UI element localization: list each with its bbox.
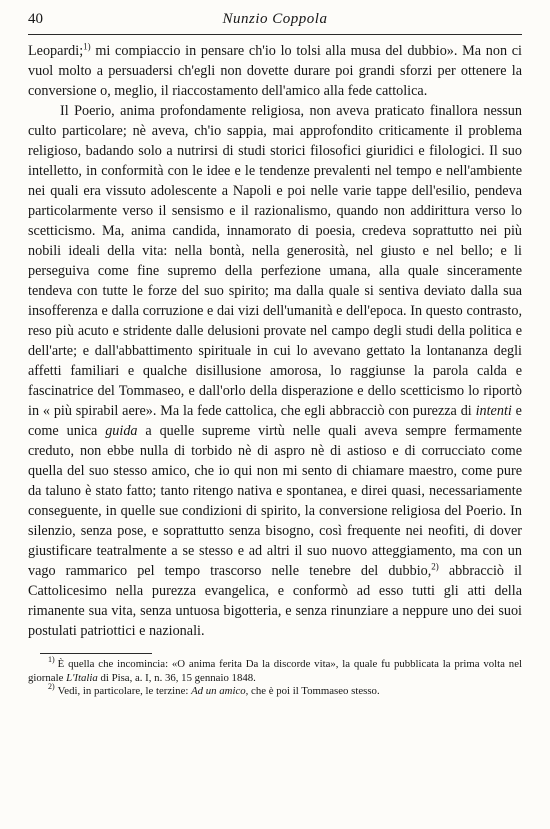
footnote-rule: [40, 653, 152, 654]
text-run: Leopardi;: [28, 43, 84, 59]
text-run: a quelle supreme virtù nelle quali aveva sempre fermamente creduto, non ebbe nulla di torbido nè di aspro nè di astioso e di corrucciato come quella del suo stesso amico, che io qui non mi sento di chiamare maestro, come pure da taluno è stato fatto; tanto ritengo nativa e spontanea, e direi quasi, necessariamente conseguente, in quelle sue condizioni di spirito, la conversione religiosa del Poerio. In silenzio, senza pose, e soprattutto senza bisogno, così frequente nei neofiti, di dover giustificare teatralmente a se stesso e ad altri il suo nuovo atteggiamento, ma con un vago rammarico pel tempo trascorso nelle tenebre del dubbio,: [28, 423, 522, 579]
footnote-1: [28, 655, 522, 685]
running-head-author: Nunzio Coppola: [222, 11, 328, 27]
text-run: È quella che incomincia: «O anima ferita Da la discorde vita», la quale fu pubblicata la prima volta nel giornale: [28, 658, 522, 684]
text-run: abbracciò il Cattolicesimo nella purezza evangelica, e conformò ad esso tutti gli atti della rimanente sua vita, senza untuosa bigotteria, e senza rinunziare a neppure uno dei suoi postulati patriottici e nazionali.: [28, 563, 522, 639]
running-header: [28, 6, 522, 32]
page-number: 40: [28, 11, 43, 27]
footnote-ref-2[interactable]: 2): [431, 561, 439, 572]
italic-text: intenti: [475, 403, 512, 419]
text-run: mi compiaccio in pensare ch'io lo tolsi alla musa del dubbio». Ma non ci vuol molto a persuadersi ch'egli non dovette durare poi grandi sforzi per ottenere la conversione o, meglio, il riaccostamento dell'amico alla fede cattolica.: [28, 43, 522, 99]
paragraph-1: [28, 41, 522, 101]
footnotes: [28, 655, 522, 699]
text-run: Il Poerio, anima profondamente religiosa, non aveva praticato finallora nessun culto particolare; nè aveva, ch'io sappia, mai approfondito criticamente il problema religioso, badando solo a nutrirsi di studi storici filosofici giuridici e filologici. Il suo intelletto, in conformità con le idee e le tendenze prevalenti nel tempo e nell'ambiente nei quali era vissuto adolescente a Napoli e poi nelle varie tappe dell'esilio, pendeva particolarmente verso il sensismo e il razionalismo, quando non addirittura verso lo scetticismo. Ma, anima candida, innamorato di poesia, credeva soprattutto nei più nobili ideali della vita: nella bontà, nella generosità, nel giusto e nel bello; e li perseguiva come fine supremo della perfezione umana, alla quale sinceramente tendeva con tutte le forze del suo spirito; ma dalla quale si sentiva deviato dalla sua insofferenza e dalla corruzione e dai vizi dell'umanità e dell'epoca. In questo contrasto, reso più acuto e stridente dalle delusioni provate nel campo degli studi della politica e dell'arte; e dall'abbattimento spirituale in cui lo avevano gettato la lontananza degli affetti familiari e qualche disillusione amorosa, lo raggiunse la parola calda e fascinatrice del Tommaseo, e dall'orlo della disperazione e dello scetticismo lo riportò in « più spirabil aere». Ma la fede cattolica, che egli abbracciò con purezza di: [28, 103, 522, 419]
italic-text: Ad un amico,: [191, 685, 249, 697]
paragraph-2: [28, 101, 522, 641]
italic-text: L'Italia: [66, 671, 98, 684]
text-run: e come unica: [28, 403, 522, 439]
text-run: di Pisa, a. I, n. 36, 15 gennaio 1848.: [97, 671, 256, 684]
footnote-mark-1: 1): [48, 655, 55, 665]
footnote-mark-2: 2): [48, 682, 55, 692]
footnote-2: [28, 682, 522, 699]
italic-text: guida: [105, 423, 138, 439]
text-run: che è poi il Tommaseo stesso.: [248, 685, 380, 697]
main-text: [28, 41, 522, 641]
text-run: Vedi, in particolare, le terzine:: [57, 685, 192, 697]
header-rule: [28, 34, 522, 35]
footnote-ref-1[interactable]: 1): [83, 41, 91, 52]
